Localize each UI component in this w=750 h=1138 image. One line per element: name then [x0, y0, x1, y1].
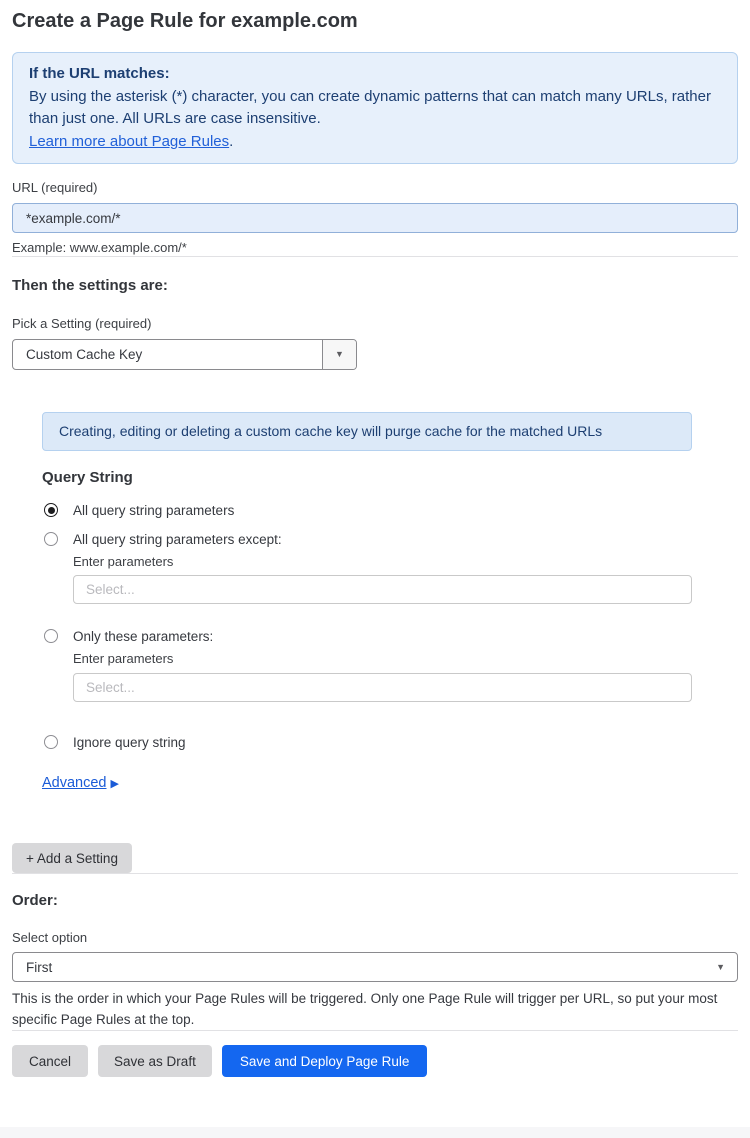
page-title: Create a Page Rule for example.com	[12, 10, 358, 32]
radio-label[interactable]: All query string parameters except:	[73, 531, 282, 547]
advanced-link[interactable]: Advanced	[42, 775, 107, 791]
triangle-right-icon: ▶	[110, 778, 119, 790]
save-as-draft-button[interactable]: Save as Draft	[98, 1045, 212, 1077]
chevron-down-icon: ▼	[335, 349, 344, 359]
query-string-heading: Query String	[42, 469, 133, 486]
divider	[12, 1030, 738, 1031]
add-setting-button[interactable]: + Add a Setting	[12, 843, 132, 873]
only-parameters-input[interactable]	[73, 673, 692, 702]
advanced-row	[42, 774, 738, 793]
order-select-arrow[interactable]	[704, 953, 737, 981]
url-label: URL (required)	[12, 180, 98, 195]
pick-setting-label: Pick a Setting (required)	[12, 316, 152, 331]
radio-all-except[interactable]	[42, 529, 738, 549]
radio-button-icon[interactable]	[44, 735, 58, 749]
radio-ignore-query-string[interactable]	[42, 732, 738, 752]
order-description: This is the order in which your Page Rules will be triggered. Only one Page Rule will trigger per URL, so put your most specific Page Rules at the top.	[12, 991, 718, 1027]
info-box-link-row	[29, 131, 721, 154]
enter-parameters-label: Enter parameters	[73, 651, 174, 666]
radio-button-icon[interactable]	[44, 503, 58, 517]
order-select-value: First	[26, 959, 53, 975]
radio-only-these[interactable]	[42, 626, 738, 646]
order-select[interactable]	[12, 952, 738, 982]
divider	[12, 873, 738, 874]
cancel-button[interactable]: Cancel	[12, 1045, 88, 1077]
footer-actions	[12, 1045, 738, 1077]
radio-button-icon[interactable]	[44, 629, 58, 643]
info-box-body: By using the asterisk (*) character, you can create dynamic patterns that can match many URLs, rather than just one. All URLs are case insensitive.	[29, 87, 711, 127]
purge-cache-banner: Creating, editing or deleting a custom cache key will purge cache for the matched URLs	[42, 412, 692, 451]
setting-select-value: Custom Cache Key	[26, 347, 143, 362]
setting-select-arrow-segment[interactable]	[322, 340, 356, 369]
radio-all-query-params[interactable]	[42, 500, 738, 520]
info-box-heading: If the URL matches:	[29, 65, 170, 82]
order-heading: Order:	[12, 892, 58, 909]
except-parameters-input[interactable]	[73, 575, 692, 604]
url-example-text: Example: www.example.com/*	[12, 240, 187, 255]
url-input[interactable]	[12, 203, 738, 233]
radio-label[interactable]: Only these parameters:	[73, 628, 214, 644]
radio-label[interactable]: All query string parameters	[73, 502, 235, 518]
create-page-rule-form	[0, 8, 750, 1077]
chevron-down-icon: ▼	[716, 961, 725, 972]
enter-parameters-label: Enter parameters	[73, 554, 174, 569]
url-match-info-box	[12, 52, 738, 164]
learn-more-link[interactable]: Learn more about Page Rules	[29, 132, 230, 150]
save-and-deploy-button[interactable]: Save and Deploy Page Rule	[222, 1045, 428, 1077]
bottom-strip	[0, 1127, 750, 1138]
divider	[12, 256, 738, 257]
order-select-label: Select option	[12, 930, 88, 945]
setting-select[interactable]	[12, 339, 357, 370]
radio-button-icon[interactable]	[44, 532, 58, 546]
radio-label[interactable]: Ignore query string	[73, 734, 186, 750]
link-period: .	[229, 132, 234, 150]
settings-heading: Then the settings are:	[12, 277, 168, 294]
